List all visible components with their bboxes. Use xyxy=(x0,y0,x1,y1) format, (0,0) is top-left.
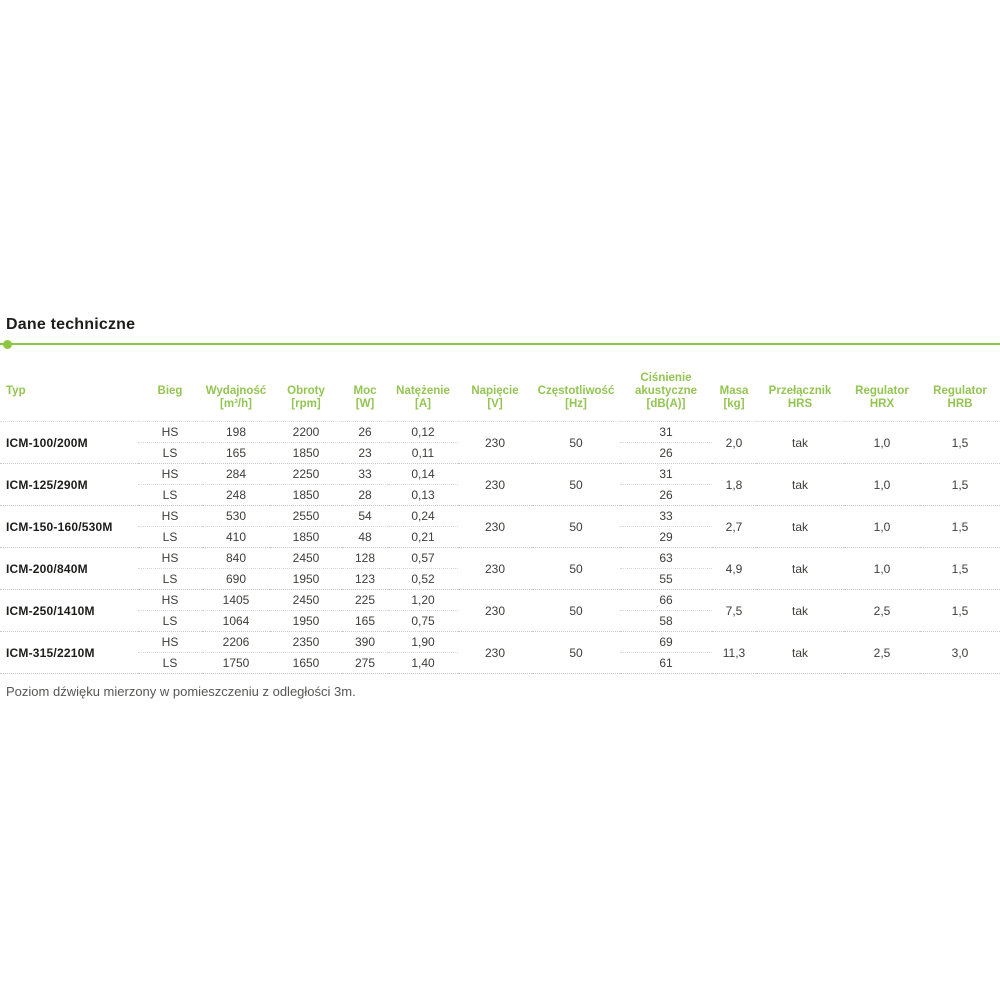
column-header-przelacznik-hrs: Przełącznik HRS xyxy=(756,345,844,422)
product-row-hs xyxy=(0,632,1000,653)
regulator_hrb-cell: 1,5 xyxy=(920,464,1000,506)
obroty-ls-cell: 1650 xyxy=(270,653,342,674)
typ-cell: ICM-250/1410M xyxy=(0,590,138,632)
wydajnosc-hs-cell: 1405 xyxy=(202,590,270,611)
masa-cell: 7,5 xyxy=(712,590,756,632)
table-body xyxy=(0,422,1000,674)
moc-ls-cell: 123 xyxy=(342,569,388,590)
cisnienie-hs-cell: 31 xyxy=(620,464,712,485)
divider-dot-icon xyxy=(3,340,12,349)
obroty-ls-cell: 1850 xyxy=(270,485,342,506)
moc-ls-cell: 48 xyxy=(342,527,388,548)
moc-ls-cell: 165 xyxy=(342,611,388,632)
czestotliwosc-cell: 50 xyxy=(532,548,620,590)
bieg-ls-cell: LS xyxy=(138,485,202,506)
regulator_hrb-cell: 1,5 xyxy=(920,506,1000,548)
cisnienie-hs-cell: 33 xyxy=(620,506,712,527)
cisnienie-ls-cell: 29 xyxy=(620,527,712,548)
regulator_hrx-cell: 2,5 xyxy=(844,632,920,674)
napiecie-cell: 230 xyxy=(458,506,532,548)
regulator_hrx-cell: 1,0 xyxy=(844,506,920,548)
czestotliwosc-cell: 50 xyxy=(532,422,620,464)
typ-cell: ICM-100/200M xyxy=(0,422,138,464)
przelacznik-cell: tak xyxy=(756,632,844,674)
bieg-hs-cell: HS xyxy=(138,506,202,527)
regulator_hrb-cell: 1,5 xyxy=(920,422,1000,464)
bieg-hs-cell: HS xyxy=(138,632,202,653)
bieg-hs-cell: HS xyxy=(138,464,202,485)
przelacznik-cell: tak xyxy=(756,506,844,548)
moc-ls-cell: 23 xyxy=(342,443,388,464)
czestotliwosc-cell: 50 xyxy=(532,506,620,548)
product-row-hs xyxy=(0,506,1000,527)
natezenie-ls-cell: 0,11 xyxy=(388,443,458,464)
product-row-hs xyxy=(0,590,1000,611)
column-header-regulator-hrb: Regulator HRB xyxy=(920,345,1000,422)
cisnienie-ls-cell: 61 xyxy=(620,653,712,674)
wydajnosc-ls-cell: 248 xyxy=(202,485,270,506)
moc-hs-cell: 54 xyxy=(342,506,388,527)
czestotliwosc-cell: 50 xyxy=(532,632,620,674)
moc-hs-cell: 26 xyxy=(342,422,388,443)
napiecie-cell: 230 xyxy=(458,590,532,632)
wydajnosc-hs-cell: 530 xyxy=(202,506,270,527)
column-header-masa: Masa [kg] xyxy=(712,345,756,422)
product-row-hs xyxy=(0,422,1000,443)
table-header xyxy=(0,345,1000,422)
masa-cell: 2,7 xyxy=(712,506,756,548)
wydajnosc-hs-cell: 840 xyxy=(202,548,270,569)
natezenie-hs-cell: 0,24 xyxy=(388,506,458,527)
cisnienie-hs-cell: 66 xyxy=(620,590,712,611)
obroty-hs-cell: 2200 xyxy=(270,422,342,443)
cisnienie-ls-cell: 26 xyxy=(620,443,712,464)
bieg-ls-cell: LS xyxy=(138,569,202,590)
natezenie-ls-cell: 0,13 xyxy=(388,485,458,506)
column-header-regulator-hrx: Regulator HRX xyxy=(844,345,920,422)
regulator_hrb-cell: 1,5 xyxy=(920,548,1000,590)
czestotliwosc-cell: 50 xyxy=(532,464,620,506)
napiecie-cell: 230 xyxy=(458,632,532,674)
typ-cell: ICM-200/840M xyxy=(0,548,138,590)
moc-hs-cell: 128 xyxy=(342,548,388,569)
bieg-ls-cell: LS xyxy=(138,611,202,632)
typ-cell: ICM-150-160/530M xyxy=(0,506,138,548)
cisnienie-hs-cell: 63 xyxy=(620,548,712,569)
obroty-ls-cell: 1950 xyxy=(270,569,342,590)
natezenie-hs-cell: 0,57 xyxy=(388,548,458,569)
product-row-hs xyxy=(0,548,1000,569)
regulator_hrb-cell: 1,5 xyxy=(920,590,1000,632)
przelacznik-cell: tak xyxy=(756,548,844,590)
column-header-bieg: Bieg xyxy=(138,345,202,422)
masa-cell: 11,3 xyxy=(712,632,756,674)
moc-hs-cell: 225 xyxy=(342,590,388,611)
column-header-wydajnosc: Wydajność [m³/h] xyxy=(202,345,270,422)
regulator_hrx-cell: 1,0 xyxy=(844,422,920,464)
moc-hs-cell: 33 xyxy=(342,464,388,485)
wydajnosc-hs-cell: 2206 xyxy=(202,632,270,653)
cisnienie-hs-cell: 69 xyxy=(620,632,712,653)
cisnienie-ls-cell: 55 xyxy=(620,569,712,590)
obroty-ls-cell: 1850 xyxy=(270,443,342,464)
typ-cell: ICM-125/290M xyxy=(0,464,138,506)
cisnienie-ls-cell: 26 xyxy=(620,485,712,506)
natezenie-ls-cell: 0,75 xyxy=(388,611,458,632)
column-header-moc: Moc [W] xyxy=(342,345,388,422)
column-header-typ: Typ xyxy=(0,345,138,422)
regulator_hrx-cell: 1,0 xyxy=(844,548,920,590)
bieg-hs-cell: HS xyxy=(138,422,202,443)
regulator_hrb-cell: 3,0 xyxy=(920,632,1000,674)
natezenie-hs-cell: 0,14 xyxy=(388,464,458,485)
obroty-ls-cell: 1850 xyxy=(270,527,342,548)
obroty-ls-cell: 1950 xyxy=(270,611,342,632)
bieg-ls-cell: LS xyxy=(138,527,202,548)
bieg-ls-cell: LS xyxy=(138,653,202,674)
wydajnosc-hs-cell: 284 xyxy=(202,464,270,485)
masa-cell: 4,9 xyxy=(712,548,756,590)
technical-data-table xyxy=(0,345,1000,674)
obroty-hs-cell: 2450 xyxy=(270,590,342,611)
wydajnosc-ls-cell: 690 xyxy=(202,569,270,590)
natezenie-ls-cell: 0,21 xyxy=(388,527,458,548)
obroty-hs-cell: 2350 xyxy=(270,632,342,653)
column-header-napiecie: Napięcie [V] xyxy=(458,345,532,422)
przelacznik-cell: tak xyxy=(756,422,844,464)
przelacznik-cell: tak xyxy=(756,464,844,506)
bieg-hs-cell: HS xyxy=(138,548,202,569)
footnote: Poziom dźwięku mierzony w pomieszczeniu z odległości 3m. xyxy=(6,684,356,699)
obroty-hs-cell: 2250 xyxy=(270,464,342,485)
section-title: Dane techniczne xyxy=(6,316,136,333)
bieg-ls-cell: LS xyxy=(138,443,202,464)
wydajnosc-ls-cell: 410 xyxy=(202,527,270,548)
moc-hs-cell: 390 xyxy=(342,632,388,653)
natezenie-hs-cell: 0,12 xyxy=(388,422,458,443)
wydajnosc-hs-cell: 198 xyxy=(202,422,270,443)
napiecie-cell: 230 xyxy=(458,548,532,590)
cisnienie-ls-cell: 58 xyxy=(620,611,712,632)
wydajnosc-ls-cell: 165 xyxy=(202,443,270,464)
typ-cell: ICM-315/2210M xyxy=(0,632,138,674)
product-row-hs xyxy=(0,464,1000,485)
column-header-obroty: Obroty [rpm] xyxy=(270,345,342,422)
przelacznik-cell: tak xyxy=(756,590,844,632)
column-header-cisnienie-akustyczne: Ciśnienie akustyczne [dB(A)] xyxy=(620,345,712,422)
masa-cell: 1,8 xyxy=(712,464,756,506)
moc-ls-cell: 275 xyxy=(342,653,388,674)
wydajnosc-ls-cell: 1750 xyxy=(202,653,270,674)
column-header-czestotliwosc: Częstotliwość [Hz] xyxy=(532,345,620,422)
wydajnosc-ls-cell: 1064 xyxy=(202,611,270,632)
obroty-hs-cell: 2550 xyxy=(270,506,342,527)
column-header-natezenie: Natężenie [A] xyxy=(388,345,458,422)
natezenie-ls-cell: 1,40 xyxy=(388,653,458,674)
natezenie-ls-cell: 0,52 xyxy=(388,569,458,590)
napiecie-cell: 230 xyxy=(458,464,532,506)
czestotliwosc-cell: 50 xyxy=(532,590,620,632)
regulator_hrx-cell: 1,0 xyxy=(844,464,920,506)
natezenie-hs-cell: 1,20 xyxy=(388,590,458,611)
moc-ls-cell: 28 xyxy=(342,485,388,506)
napiecie-cell: 230 xyxy=(458,422,532,464)
regulator_hrx-cell: 2,5 xyxy=(844,590,920,632)
masa-cell: 2,0 xyxy=(712,422,756,464)
cisnienie-hs-cell: 31 xyxy=(620,422,712,443)
section-divider-line xyxy=(0,343,1000,345)
bieg-hs-cell: HS xyxy=(138,590,202,611)
natezenie-hs-cell: 1,90 xyxy=(388,632,458,653)
obroty-hs-cell: 2450 xyxy=(270,548,342,569)
